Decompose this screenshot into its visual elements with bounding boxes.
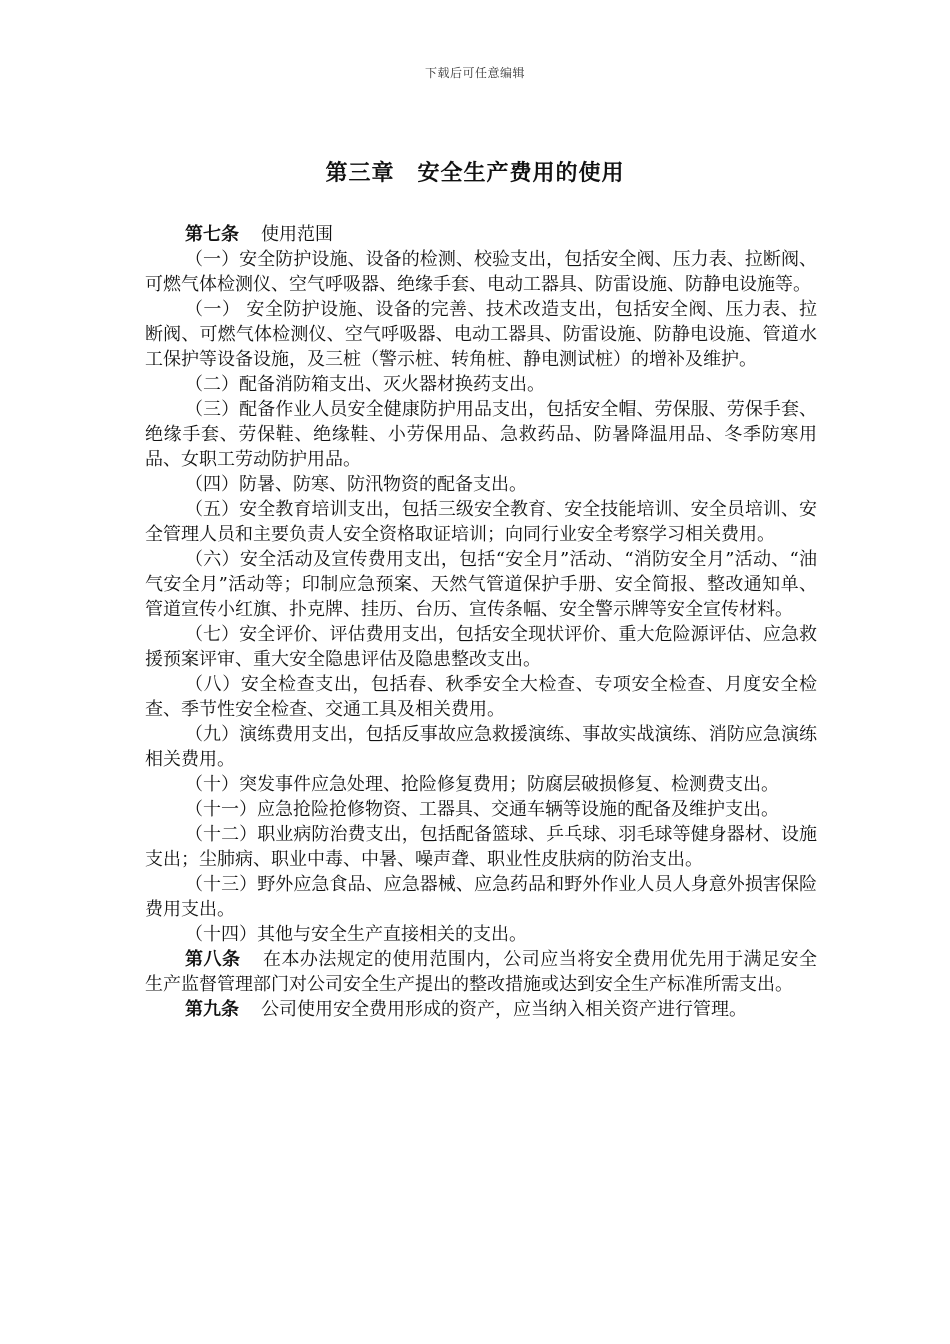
article-8-text: 在本办法规定的使用范围内，公司应当将安全费用优先用于满足安全生产监督管理部门对公司安全生产提出的整改措施或达到安全生产标准所需支出。 <box>145 949 818 995</box>
article-9-text: 公司使用安全费用形成的资产，应当纳入相关资产进行管理。 <box>261 999 747 1020</box>
article-9 <box>145 997 817 1022</box>
article-7-item: （六）安全活动及宣传费用支出，包括“安全月”活动、“消防安全月”活动、“油气安全月”活动等；印制应急预案、天然气管道保护手册、安全简报、整改通知单、管道宣传小红旗、扑克牌、挂历、台历、宣传条幅、安全警示牌等安全宣传材料。 <box>145 549 817 620</box>
header-note: 下载后可任意编辑 <box>424 66 525 80</box>
article-7-item: （十三）野外应急食品、应急器械、应急药品和野外作业人员人身意外损害保险费用支出。 <box>145 874 817 920</box>
article-9-label: 第九条 <box>185 999 239 1020</box>
article-7-heading <box>145 222 817 247</box>
article-7-item: （十二）职业病防治费支出，包括配备篮球、乒乓球、羽毛球等健身器材、设施支出；尘肺病、职业中毒、中暑、噪声聋、职业性皮肤病的防治支出。 <box>145 824 817 870</box>
document-body <box>145 222 817 1022</box>
article-8-label: 第八条 <box>185 949 241 970</box>
article-7-item: （八）安全检查支出，包括春、秋季安全大检查、专项安全检查、月度安全检查、季节性安全检查、交通工具及相关费用。 <box>145 674 817 720</box>
article-7-item: （九）演练费用支出，包括反事故应急救援演练、事故实战演练、消防应急演练相关费用。 <box>145 724 817 770</box>
article-8 <box>145 947 817 997</box>
article-7-item: （五）安全教育培训支出，包括三级安全教育、安全技能培训、安全员培训、安全管理人员和主要负责人安全资格取证培训；向同行业安全考察学习相关费用。 <box>145 499 817 545</box>
article-7-title: 使用范围 <box>261 224 333 245</box>
article-7-item: （二）配备消防箱支出、灭火器材换药支出。 <box>185 374 545 395</box>
article-7-label: 第七条 <box>185 224 239 245</box>
article-7-item: （一） 安全防护设施、设备的完善、技术改造支出，包括安全阀、压力表、拉断阀、可燃气体检测仪、空气呼吸器、电动工器具、防雷设施、防静电设施、管道水工保护等设备设施，及三桩（警示桩、转角桩、静电测试桩）的增补及维护。 <box>145 299 817 370</box>
article-7-item: （十四）其他与安全生产直接相关的支出。 <box>185 924 527 945</box>
chapter-title: 第三章 安全生产费用的使用 <box>325 161 625 186</box>
article-7-item: （四）防暑、防寒、防汛物资的配备支出。 <box>185 474 527 495</box>
article-7-item: （三）配备作业人员安全健康防护用品支出，包括安全帽、劳保服、劳保手套、绝缘手套、劳保鞋、绝缘鞋、小劳保用品、急救药品、防暑降温用品、冬季防寒用品、女职工劳动防护用品。 <box>145 399 817 470</box>
article-7-item: （十）突发事件应急处理、抢险修复费用；防腐层破损修复、检测费支出。 <box>185 774 779 795</box>
article-7-item: （七）安全评价、评估费用支出，包括安全现状评价、重大危险源评估、应急救援预案评审、重大安全隐患评估及隐患整改支出。 <box>145 624 817 670</box>
article-7-item: （一）安全防护设施、设备的检测、校验支出，包括安全阀、压力表、拉断阀、可燃气体检测仪、空气呼吸器、绝缘手套、电动工器具、防雷设施、防静电设施等。 <box>145 249 817 295</box>
article-7-item: （十一）应急抢险抢修物资、工器具、交通车辆等设施的配备及维护支出。 <box>185 799 779 820</box>
